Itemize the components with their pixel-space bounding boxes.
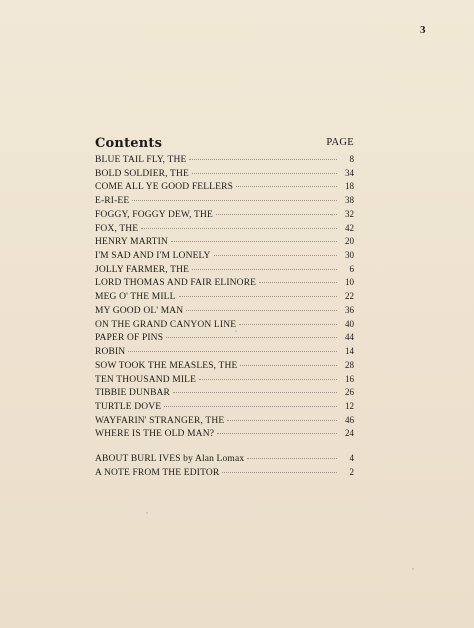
dot-leader (217, 432, 337, 434)
toc-entry-page: 16 (345, 373, 354, 384)
toc-entry-title: MEG O' THE MILL (95, 292, 176, 303)
toc-entry-page: 30 (345, 250, 354, 261)
dot-leader (173, 391, 337, 393)
paper-speck (412, 568, 414, 570)
dot-leader (240, 364, 337, 366)
toc-entry-page: 36 (345, 304, 354, 315)
toc-entry-title: TURTLE DOVE (95, 401, 162, 412)
toc-entry (95, 208, 354, 222)
toc-entry-page: 38 (345, 195, 354, 206)
toc-entry (95, 167, 354, 181)
dot-leader (189, 158, 337, 160)
toc-entry-title: I'M SAD AND I'M LONELY (95, 251, 211, 262)
dot-leader (164, 405, 337, 407)
dot-leader (192, 268, 337, 270)
toc-entry (95, 331, 354, 345)
toc-entry-page: 32 (345, 208, 354, 219)
toc-entry-page: 24 (345, 428, 354, 439)
contents-heading (95, 136, 356, 152)
dot-leader (179, 295, 337, 297)
contents-title: Contents (95, 136, 163, 151)
toc-entry-title: ABOUT BURL IVES by Alan Lomax (95, 454, 245, 464)
dot-leader (192, 172, 337, 174)
toc-entry (95, 318, 354, 332)
toc-entry-page: 8 (349, 154, 354, 164)
toc-entry (95, 222, 354, 236)
dot-leader (214, 254, 337, 256)
dot-leader (171, 240, 337, 242)
toc-entry-page: 46 (345, 414, 354, 425)
toc-entry (95, 194, 354, 208)
dot-leader (236, 185, 337, 187)
toc-entry-title: HENRY MARTIN (95, 237, 168, 248)
toc-entry (95, 290, 354, 304)
toc-entry-page: 2 (349, 466, 354, 477)
toc-entry (95, 345, 354, 359)
dot-leader (239, 323, 337, 325)
paper-speck (235, 330, 237, 332)
toc-entry (95, 466, 354, 480)
toc-entry-title: TIBBIE DUNBAR (95, 388, 171, 399)
toc-entry-page: 44 (345, 332, 354, 343)
page-number: 3 (420, 24, 426, 36)
toc-entry-title: ROBIN (95, 347, 126, 358)
toc-entry-title: COME ALL YE GOOD FELLERS (95, 182, 234, 193)
toc-entry (95, 414, 354, 428)
toc-entry (95, 153, 354, 167)
toc-entry-page: 12 (345, 400, 354, 411)
toc-entry (95, 359, 354, 373)
toc-entry-title: E-RI-EE (95, 196, 130, 207)
paper-speck (331, 214, 333, 216)
toc-entry-page: 42 (345, 222, 354, 233)
toc-entry-page: 14 (345, 346, 354, 357)
table-of-contents (95, 153, 354, 441)
toc-entry (95, 452, 354, 466)
toc-entry-title: WAYFARIN' STRANGER, THE (95, 415, 225, 426)
dot-leader (141, 227, 337, 229)
toc-entry-title: PAPER OF PINS (95, 333, 164, 344)
dot-leader (222, 471, 337, 473)
dot-leader (132, 199, 337, 201)
supplementary-contents (95, 452, 354, 479)
toc-entry-page: 10 (345, 277, 354, 288)
toc-entry-title: BLUE TAIL FLY, THE (95, 155, 187, 165)
toc-entry-title: MY GOOD OL' MAN (95, 305, 184, 316)
toc-entry-title: WHERE IS THE OLD MAN? (95, 429, 215, 440)
toc-entry (95, 386, 354, 400)
dot-leader (227, 419, 337, 421)
dot-leader (186, 309, 337, 311)
dot-leader (128, 350, 337, 352)
dot-leader (166, 336, 337, 338)
paper-speck (146, 512, 148, 514)
toc-entry (95, 276, 354, 290)
toc-entry-page: 6 (349, 263, 354, 274)
toc-entry-title: A NOTE FROM THE EDITOR (95, 467, 220, 478)
toc-entry-title: SOW TOOK THE MEASLES, THE (95, 360, 238, 371)
page-column-label: PAGE (326, 137, 354, 148)
toc-entry-title: TEN THOUSAND MILE (95, 374, 197, 385)
toc-entry-page: 34 (345, 167, 354, 178)
toc-entry (95, 249, 354, 263)
toc-entry (95, 304, 354, 318)
toc-entry-title: JOLLY FARMER, THE (95, 264, 190, 275)
dot-leader (216, 213, 337, 215)
dot-leader (199, 378, 337, 380)
toc-entry-title: FOGGY, FOGGY DEW, THE (95, 209, 213, 220)
toc-entry-title: FOX, THE (95, 223, 139, 234)
toc-entry (95, 263, 354, 277)
toc-entry (95, 427, 354, 441)
toc-entry-title: BOLD SOLDIER, THE (95, 168, 189, 179)
toc-entry (95, 400, 354, 414)
toc-entry (95, 373, 354, 387)
toc-entry-page: 40 (345, 318, 354, 329)
toc-entry-page: 26 (345, 387, 354, 398)
toc-entry-page: 18 (345, 181, 354, 192)
toc-entry (95, 235, 354, 249)
toc-entry-page: 22 (345, 291, 354, 302)
dot-leader (259, 281, 337, 283)
toc-entry-page: 20 (345, 236, 354, 247)
toc-entry-title: LORD THOMAS AND FAIR ELINORE (95, 278, 257, 289)
toc-entry-page: 4 (349, 453, 354, 463)
toc-entry-title: ON THE GRAND CANYON LINE (95, 319, 237, 330)
toc-entry-page: 28 (345, 359, 354, 370)
dot-leader (247, 457, 337, 459)
toc-entry (95, 180, 354, 194)
